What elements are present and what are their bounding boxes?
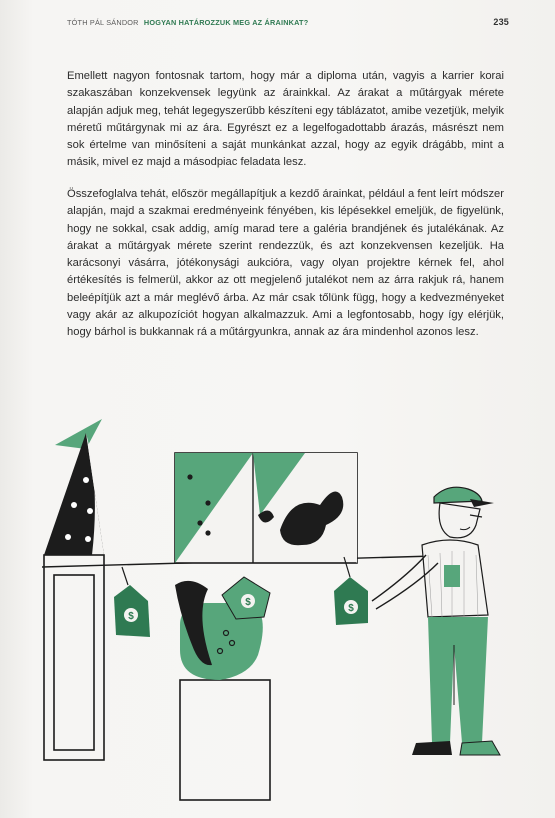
page-number: 235 bbox=[493, 17, 509, 27]
running-header bbox=[67, 18, 509, 32]
svg-text:$: $ bbox=[245, 597, 251, 608]
person-figure bbox=[372, 487, 500, 755]
left-sculpture bbox=[44, 419, 104, 760]
art-pricing-illustration bbox=[30, 405, 520, 805]
price-tag-left bbox=[114, 567, 150, 637]
paragraph-2: Összefoglalva tehát, először megállapítjuk a kezdő árainkat, például a fent leírt módszer alapján, majd a szakmai eredményeink fényében, kis lépésekkel emeljük, de figyelünk, hogy ne sokkal, csak addig, amíg marad tere a galéria brandjének és jutalékának. Az árakat a műtárgyak mérete szerint rendezzük, és azt konzekvensen kezeljük. Ha karácsonyi vásárra, jótékonysági aukcióra, vagy olyan projektre kérnek fel, ahol értékesítés is felmerül, akkor az ott megjelenő jutalékot nem az árra rakjuk rá, hanem beleépítjük azt a már meglévő árba. Az már csak tőlünk függ, hogy a kedvezményeket vagy akár az alkupozíciót hogyan alkalmazzuk. Ami a legfontosabb, hogy így elérjük, hogy bárhol is bukkannak rá a műtárgyunkra, annak az ára mindenhol azonos lesz. bbox=[67, 188, 504, 339]
svg-text:$: $ bbox=[128, 611, 134, 622]
framed-painting bbox=[175, 453, 357, 563]
header-author: TÓTH PÁL SÁNDOR bbox=[67, 18, 139, 27]
price-tag-right bbox=[334, 557, 368, 625]
svg-text:$: $ bbox=[348, 603, 354, 614]
header-chapter-title: HOGYAN HATÁROZZUK MEG AZ ÁRAINKAT? bbox=[143, 18, 309, 27]
paragraph-1: Emellett nagyon fontosnak tartom, hogy már a diploma után, vagyis a karrier korai szakaszában konzekvensek legyünk az árainkkal. Az árakat a műtárgyak mérete alapján adjuk meg, tehát legegyszerűbb készíteni egy táblázatot, amibe vezetjük, melyik méretű műtárgynak mi az ára. Egyrészt ez a legelfogadottabb árazás, másrészt nem sok értelme van minősíteni a saját munkánkat azzal, hogy az egyik drágább, mint a másik, mivel ez majd a másodpiac feladata lesz. bbox=[67, 70, 504, 169]
